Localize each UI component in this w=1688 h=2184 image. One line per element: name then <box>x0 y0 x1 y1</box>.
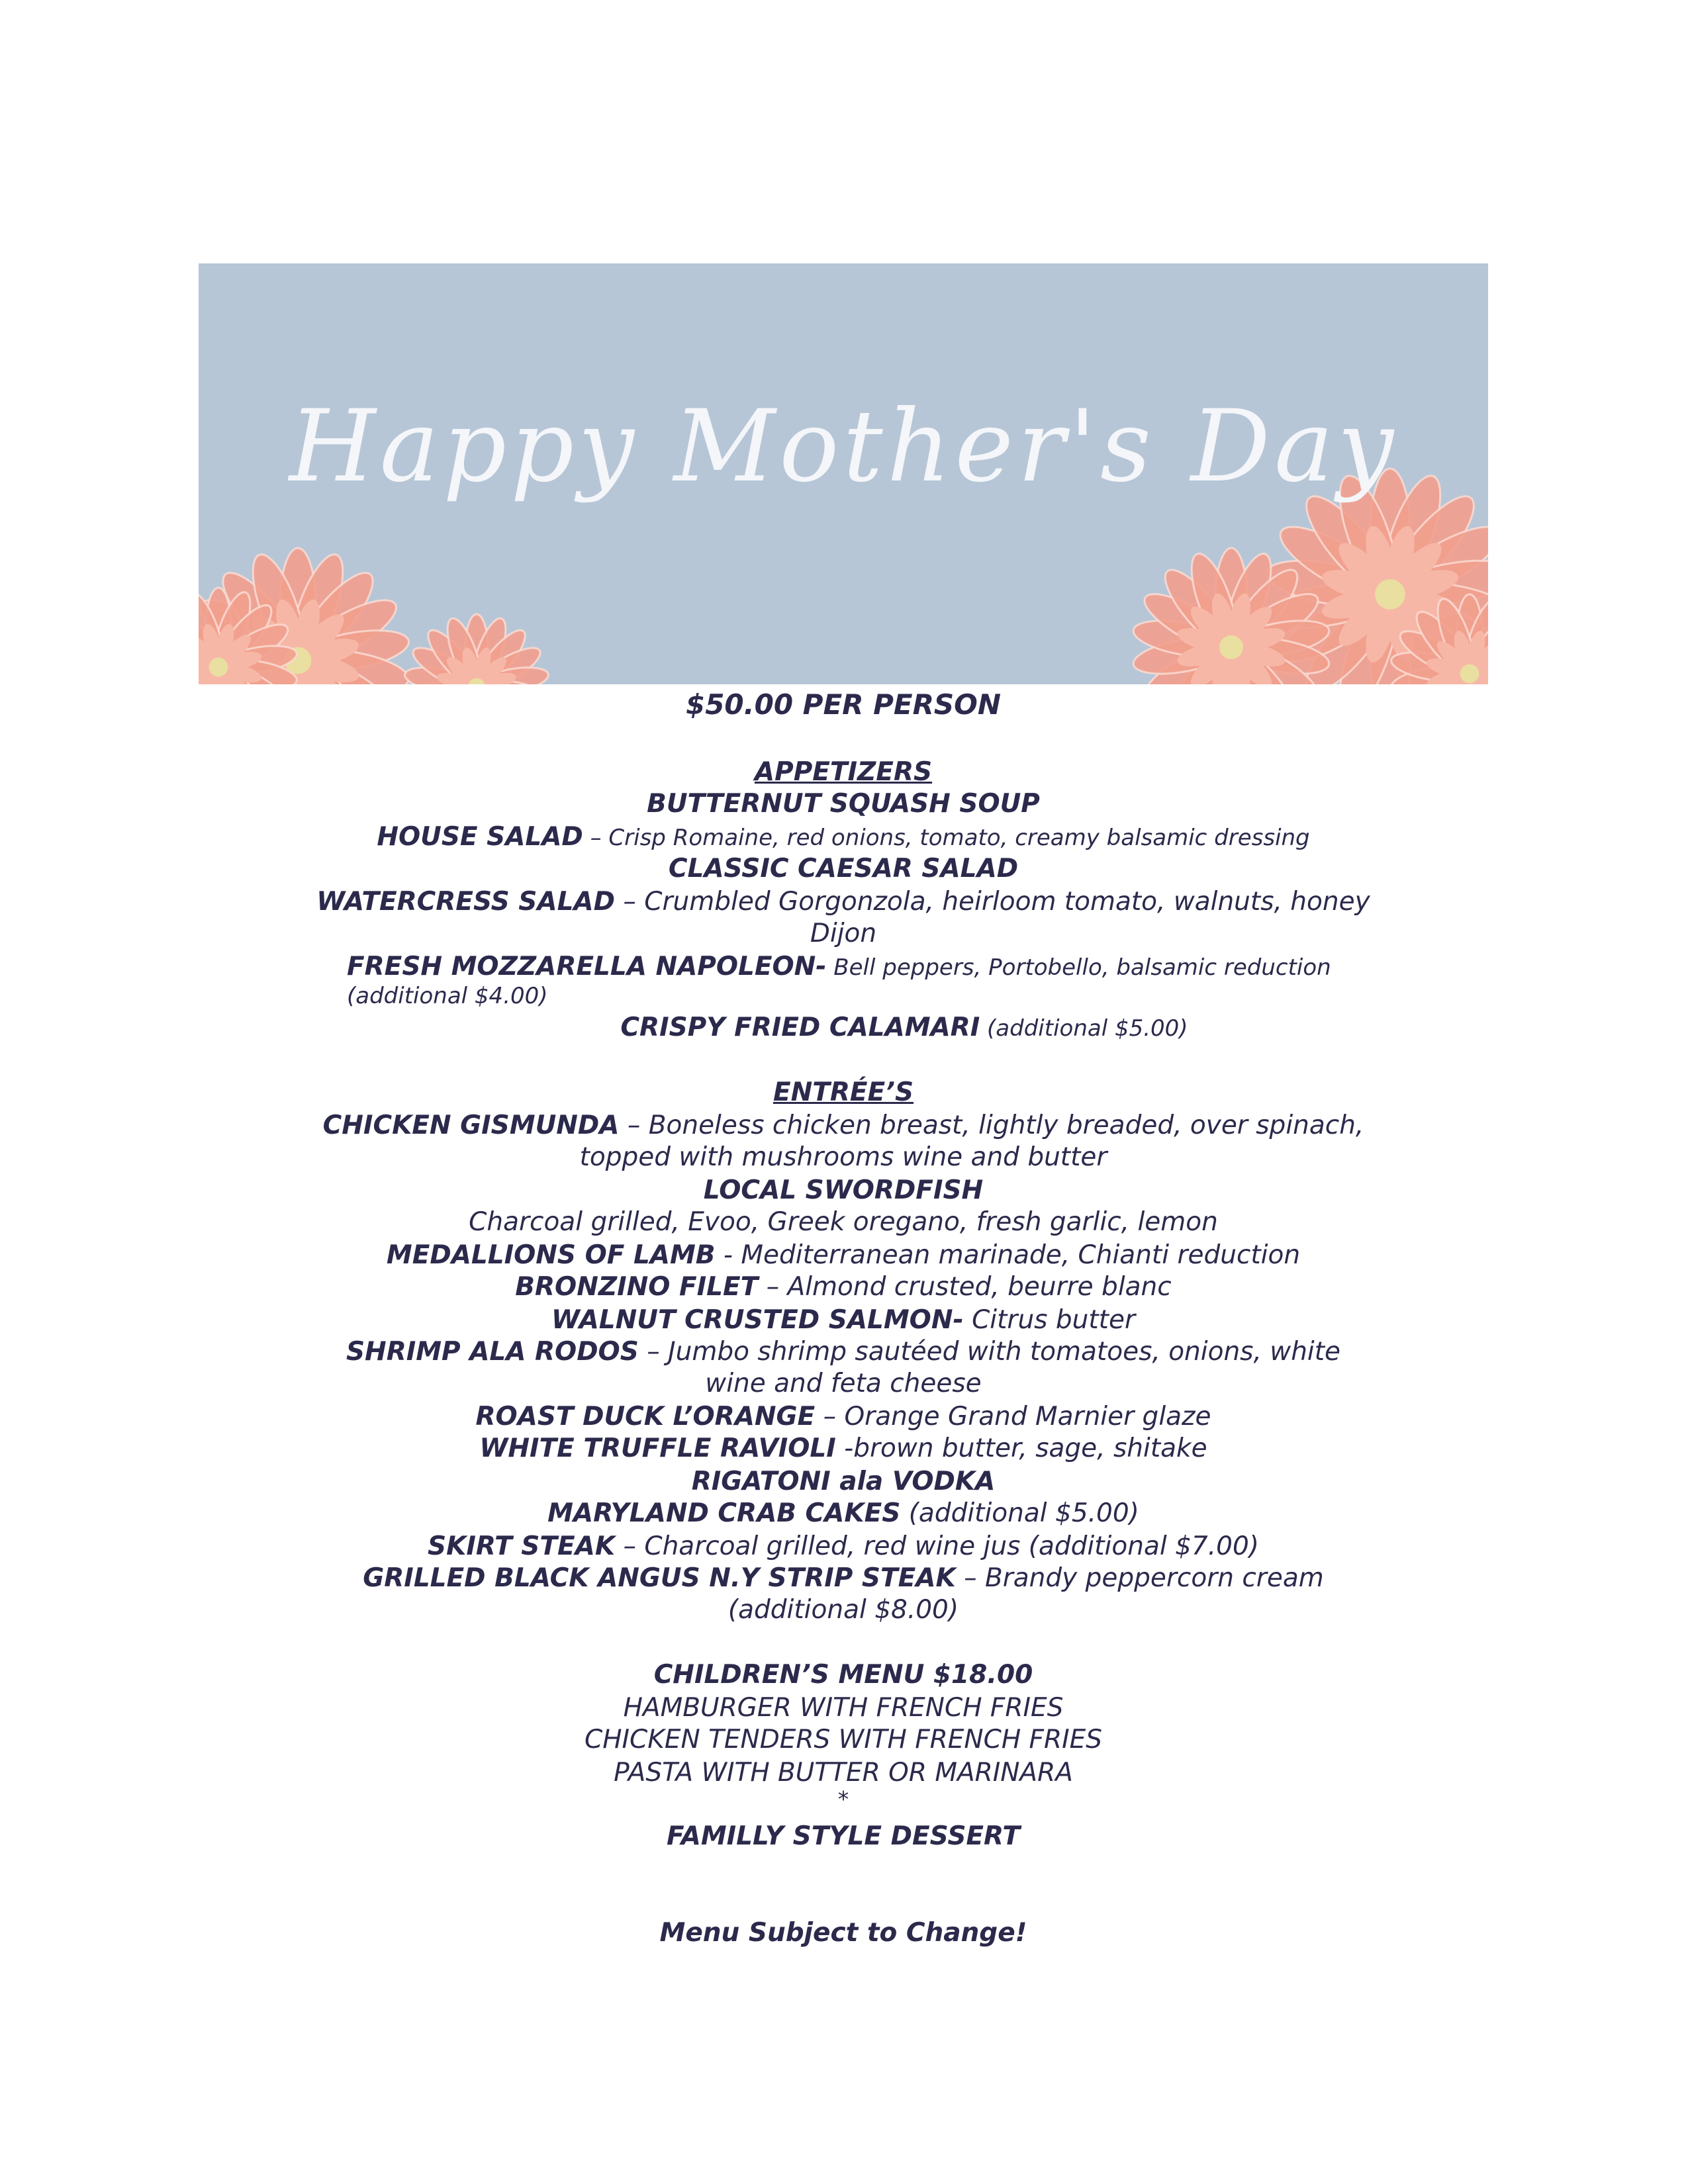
banner-title: Happy Mother's Day <box>289 389 1398 504</box>
entree-ravioli: WHITE TRUFFLE RAVIOLI -brown butter, sage, shitake <box>479 1433 1207 1463</box>
appetizers-heading: APPETIZERS <box>754 757 933 787</box>
appetizer-napoleon-extra: (additional $4.00) <box>347 983 548 1009</box>
price-per-person: $50.00 PER PERSON <box>685 688 1002 721</box>
entree-gismunda: CHICKEN GISMUNDA – Boneless chicken breast, lightly breaded, over spinach, <box>322 1111 1364 1140</box>
entree-salmon: WALNUT CRUSTED SALMON- Citrus butter <box>551 1305 1135 1335</box>
entree-swordfish-desc: Charcoal grilled, Evoo, Greek oregano, fresh garlic, lemon <box>469 1207 1218 1237</box>
entree-strip-extra: (additional $8.00) <box>727 1595 959 1625</box>
appetizer-watercress-cont: Dijon <box>810 919 877 948</box>
entree-duck: ROAST DUCK L’ORANGE – Orange Grand Marnier glaze <box>475 1402 1211 1432</box>
entree-swordfish: LOCAL SWORDFISH <box>703 1175 984 1205</box>
entree-crab: MARYLAND CRAB CAKES (additional $5.00) <box>547 1498 1139 1528</box>
banner <box>199 263 1488 684</box>
entree-shrimp: SHRIMP ALA RODOS – Jumbo shrimp sautéed with tomatoes, onions, white <box>346 1337 1341 1367</box>
appetizer-calamari: CRISPY FRIED CALAMARI (additional $5.00) <box>620 1013 1188 1042</box>
dessert: FAMILLY STYLE DESSERT <box>667 1821 1020 1851</box>
entree-shrimp-cont: wine and feta cheese <box>705 1369 982 1398</box>
children-item-2: CHICKEN TENDERS WITH FRENCH FRIES <box>585 1725 1102 1754</box>
entree-gismunda-cont: topped with mushrooms wine and butter <box>579 1142 1107 1172</box>
entree-rigatoni: RIGATONI ala VODKA <box>691 1467 996 1496</box>
entree-skirt: SKIRT STEAK – Charcoal grilled, red wine jus (additional $7.00) <box>428 1531 1259 1561</box>
entrees-heading: ENTRÉE’S <box>773 1077 914 1107</box>
children-item-3: PASTA WITH BUTTER OR MARINARA <box>614 1758 1073 1788</box>
entree-lamb: MEDALLIONS OF LAMB - Mediterranean marinade, Chianti reduction <box>386 1240 1301 1270</box>
appetizer-soup: BUTTERNUT SQUASH SOUP <box>647 789 1040 819</box>
separator-asterisk: * <box>837 1786 849 1812</box>
children-heading: CHILDREN’S MENU $18.00 <box>653 1660 1033 1690</box>
appetizer-watercress: WATERCRESS SALAD – Crumbled Gorgonzola, heirloom tomato, walnuts, honey <box>316 887 1370 917</box>
footer-note: Menu Subject to Change! <box>659 1918 1027 1948</box>
appetizer-caesar: CLASSIC CAESAR SALAD <box>668 854 1019 884</box>
entree-bronzino: BRONZINO FILET – Almond crusted, beurre blanc <box>515 1272 1172 1302</box>
children-item-1: HAMBURGER WITH FRENCH FRIES <box>623 1693 1064 1723</box>
flower-3 <box>403 614 551 684</box>
appetizer-napoleon: FRESH MOZZARELLA NAPOLEON- Bell peppers, Portobello, balsamic reduction <box>347 952 1331 981</box>
appetizer-house-salad: HOUSE SALAD – Crisp Romaine, red onions, tomato, creamy balsamic dressing <box>377 822 1310 852</box>
entree-strip: GRILLED BLACK ANGUS N.Y STRIP STEAK – Brandy peppercorn cream <box>363 1563 1324 1593</box>
